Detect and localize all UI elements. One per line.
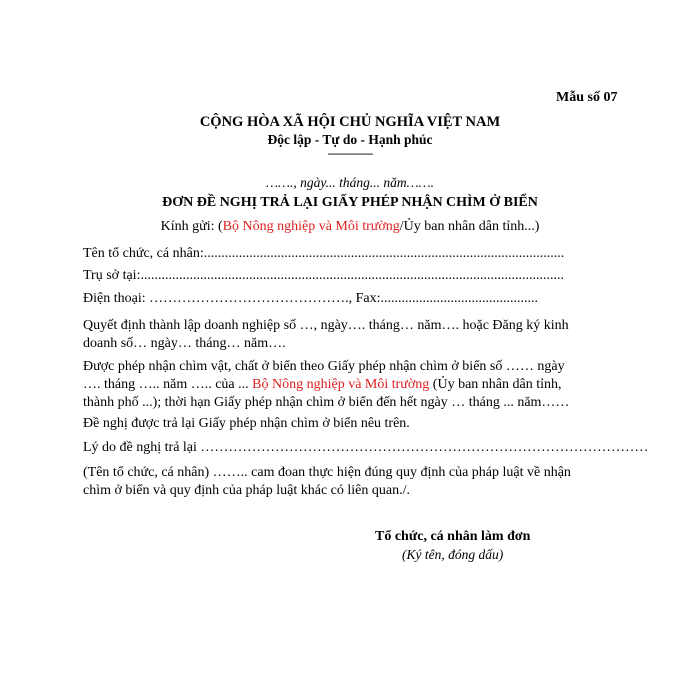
permit-text-1: Được phép nhận chìm vật, chất ở biển theo Giấy phép nhận chìm ở biển số …… ngày …. tháng ….. năm ….. của ...	[83, 359, 565, 392]
permit-paragraph	[83, 358, 583, 412]
signature-title: Tổ chức, cá nhân làm đơn	[375, 529, 531, 544]
establishment-paragraph: Quyết định thành lập doanh nghiệp số …, ngày…. tháng… năm…. hoặc Đăng ký kinh doanh số… ngày… tháng… năm….	[83, 318, 569, 351]
nation-header: CỘNG HÒA XÃ HỘI CHỦ NGHĨA VIỆT NAM	[199, 114, 501, 130]
signature-note: (Ký tên, đóng dấu)	[402, 547, 504, 562]
document-title: ĐƠN ĐỀ NGHỊ TRẢ LẠI GIẤY PHÉP NHẬN CHÌM Ở BIỂN	[162, 195, 538, 210]
request-line: Đề nghị được trả lại Giấy phép nhận chìm ở biển nêu trên.	[83, 416, 410, 431]
recipient-line	[0, 219, 700, 235]
motto: Độc lập - Tự do - Hạnh phúc	[267, 132, 433, 147]
org-name-field: Tên tổ chức, cá nhân:.......................................................................................................	[83, 246, 565, 261]
commitment-paragraph: (Tên tổ chức, cá nhân) …….. cam đoan thực hiện đúng quy định của pháp luật về nhận chìm ở biển và quy định của pháp luật khác có liên quan./.	[83, 465, 571, 498]
recipient-suffix: /Ủy ban nhân dân tỉnh...)	[399, 219, 540, 234]
recipient-ministry: Bộ Nông nghiệp và Môi trường	[222, 219, 400, 234]
recipient-prefix: Kính gửi: (	[160, 219, 223, 234]
reason-field: Lý do đề nghị trả lại ……………………………………………………………………………………	[83, 440, 649, 455]
phone-fax-field: Điện thoại: ……………………………………., Fax:.............................................	[83, 291, 538, 306]
head-office-field: Trụ sở tại:.........................................................................................................................	[83, 268, 564, 283]
form-number: Mẫu số 07	[556, 90, 618, 105]
permit-text-2: (Ủy ban nhân dân tỉnh, thành phố ...); thời hạn Giấy phép nhận chìm ở biển đến hết ngày … tháng ... năm……	[83, 377, 570, 410]
header-divider: ---------------	[327, 146, 373, 160]
permit-ministry: Bộ Nông nghiệp và Môi trường	[252, 377, 430, 392]
date-line: ……., ngày... tháng... năm…….	[265, 175, 434, 190]
